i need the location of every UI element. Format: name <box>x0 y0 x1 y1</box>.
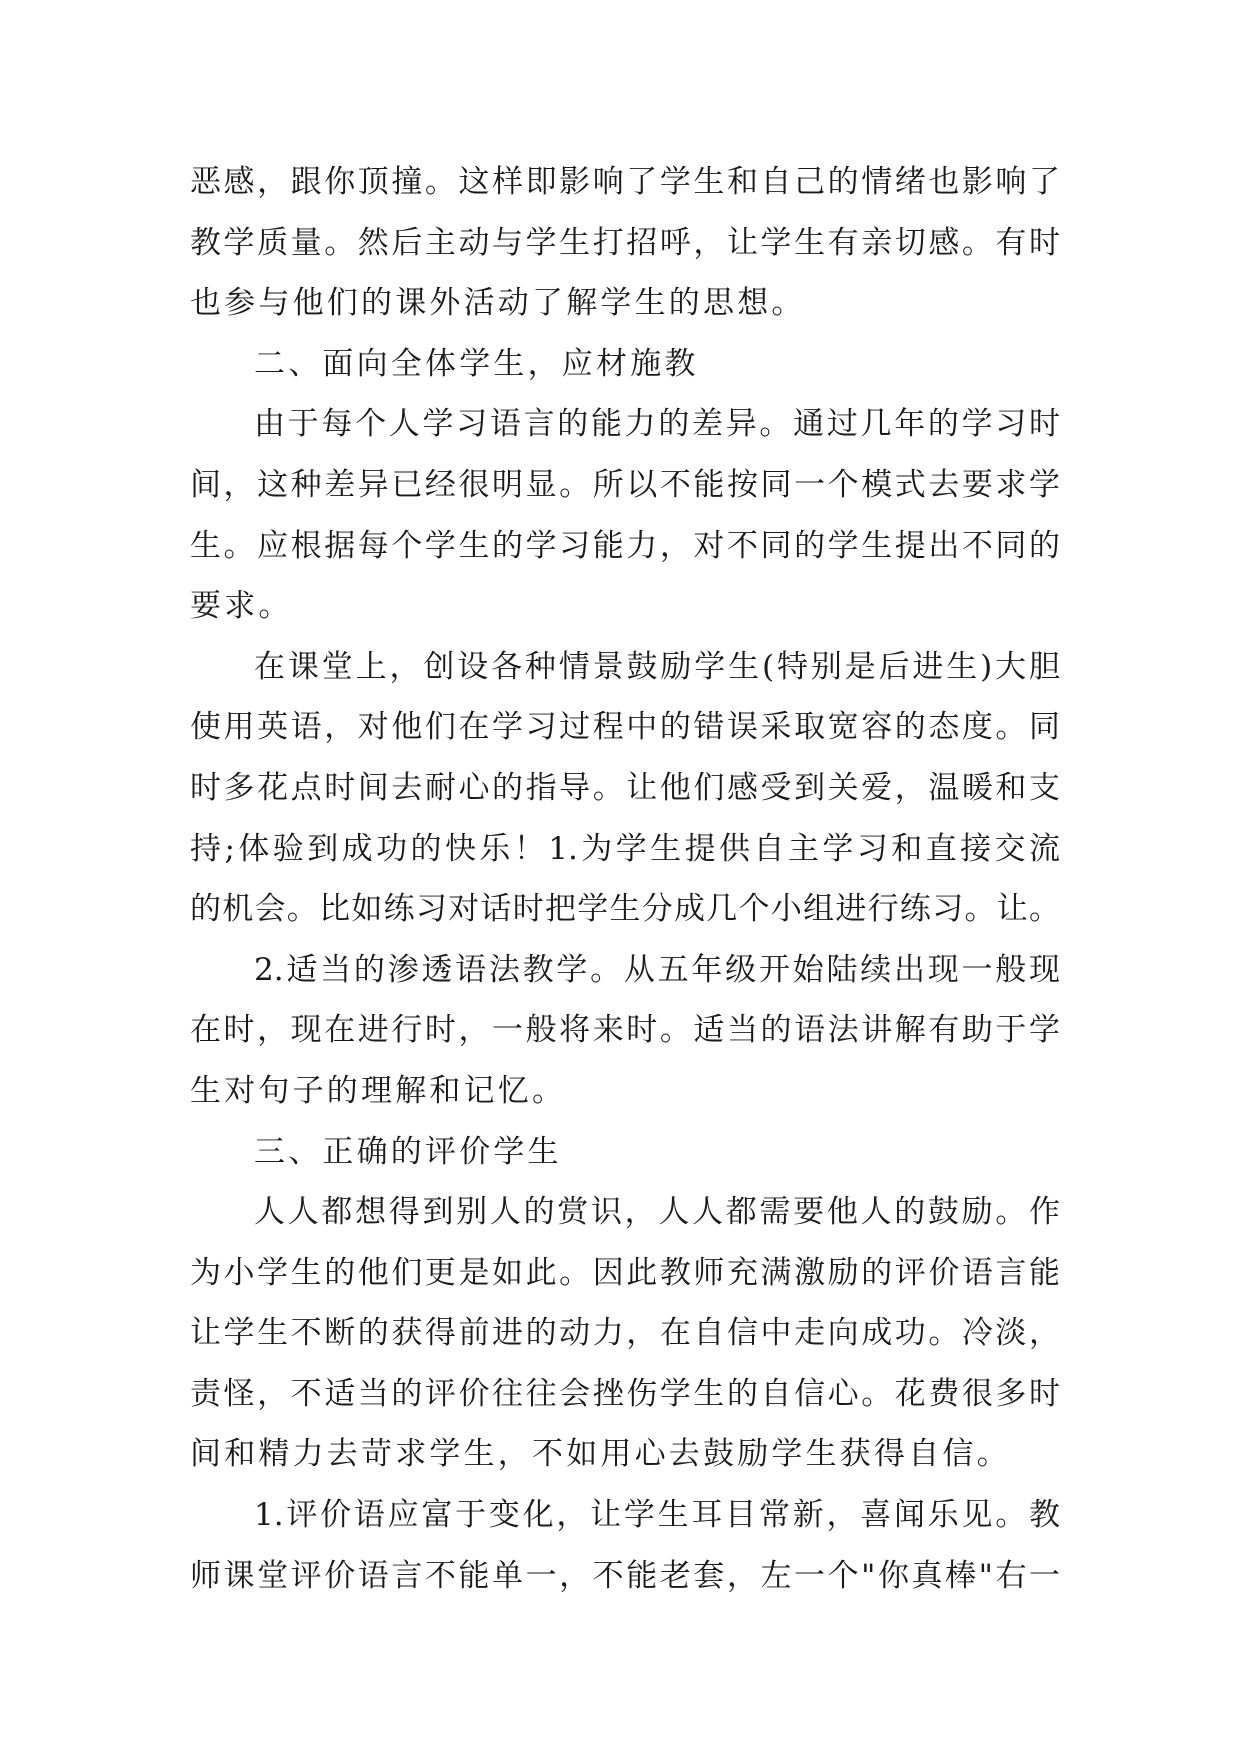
paragraph-first-line: 二、面向全体学生，应材施教 <box>254 345 699 382</box>
paragraph-first-line: 人人都想得到别人的赏识，人人都需要他人的鼓励。作 <box>254 1194 1060 1231</box>
text-line: 的机会。比如练习对话时把学生分成几个小组进行练习。让。 <box>190 891 1060 928</box>
text-line: 生对句子的理解和记忆。 <box>190 1072 567 1109</box>
text-line: 恶感，跟你顶撞。这样即影响了学生和自己的情绪也影响了 <box>190 164 1060 200</box>
paragraph-first-line: 2.适当的渗透语法教学。从五年级开始陆续出现一般现 <box>254 951 1060 988</box>
text-line: 为小学生的他们更是如此。因此教师充满激励的评价语言能 <box>190 1254 1060 1291</box>
text-line: 也参与他们的课外活动了解学生的思想。 <box>190 285 806 322</box>
text-line: 间，这种差异已经很明显。所以不能按同一个模式去要求学 <box>190 466 1060 503</box>
text-line: 在时，现在进行时，一般将来时。适当的语法讲解有助于学 <box>190 1012 1060 1049</box>
text-line: 要求。 <box>190 588 293 625</box>
text-line: 间和精力去苛求学生，不如用心去鼓励学生获得自信。 <box>190 1436 1011 1473</box>
paragraph-first-line: 由于每个人学习语言的能力的差异。通过几年的学习时 <box>254 406 1060 443</box>
text-line: 使用英语，对他们在学习过程中的错误采取宽容的态度。同 <box>190 709 1060 746</box>
text-line: 师课堂评价语言不能单一，不能老套，左一个"你真棒"右一 <box>190 1557 1060 1594</box>
text-line: 让学生不断的获得前进的动力，在自信中走向成功。冷淡， <box>190 1315 1060 1352</box>
text-line: 教学质量。然后主动与学生打招呼，让学生有亲切感。有时 <box>190 224 1060 261</box>
paragraph-first-line: 在课堂上，创设各种情景鼓励学生(特别是后进生)大胆 <box>254 648 1060 685</box>
text-line: 责怪，不适当的评价往往会挫伤学生的自信心。花费很多时 <box>190 1375 1060 1412</box>
text-line: 持;体验到成功的快乐！1.为学生提供自主学习和直接交流 <box>190 830 1060 867</box>
text-line: 时多花点时间去耐心的指导。让他们感受到关爱，温暖和支 <box>190 769 1060 806</box>
text-line: 生。应根据每个学生的学习能力，对不同的学生提出不同的 <box>190 527 1060 564</box>
paragraph-first-line: 三、正确的评价学生 <box>254 1133 562 1170</box>
paragraph-first-line: 1.评价语应富于变化，让学生耳目常新，喜闻乐见。教 <box>254 1497 1060 1534</box>
document-body <box>190 152 1060 1606</box>
